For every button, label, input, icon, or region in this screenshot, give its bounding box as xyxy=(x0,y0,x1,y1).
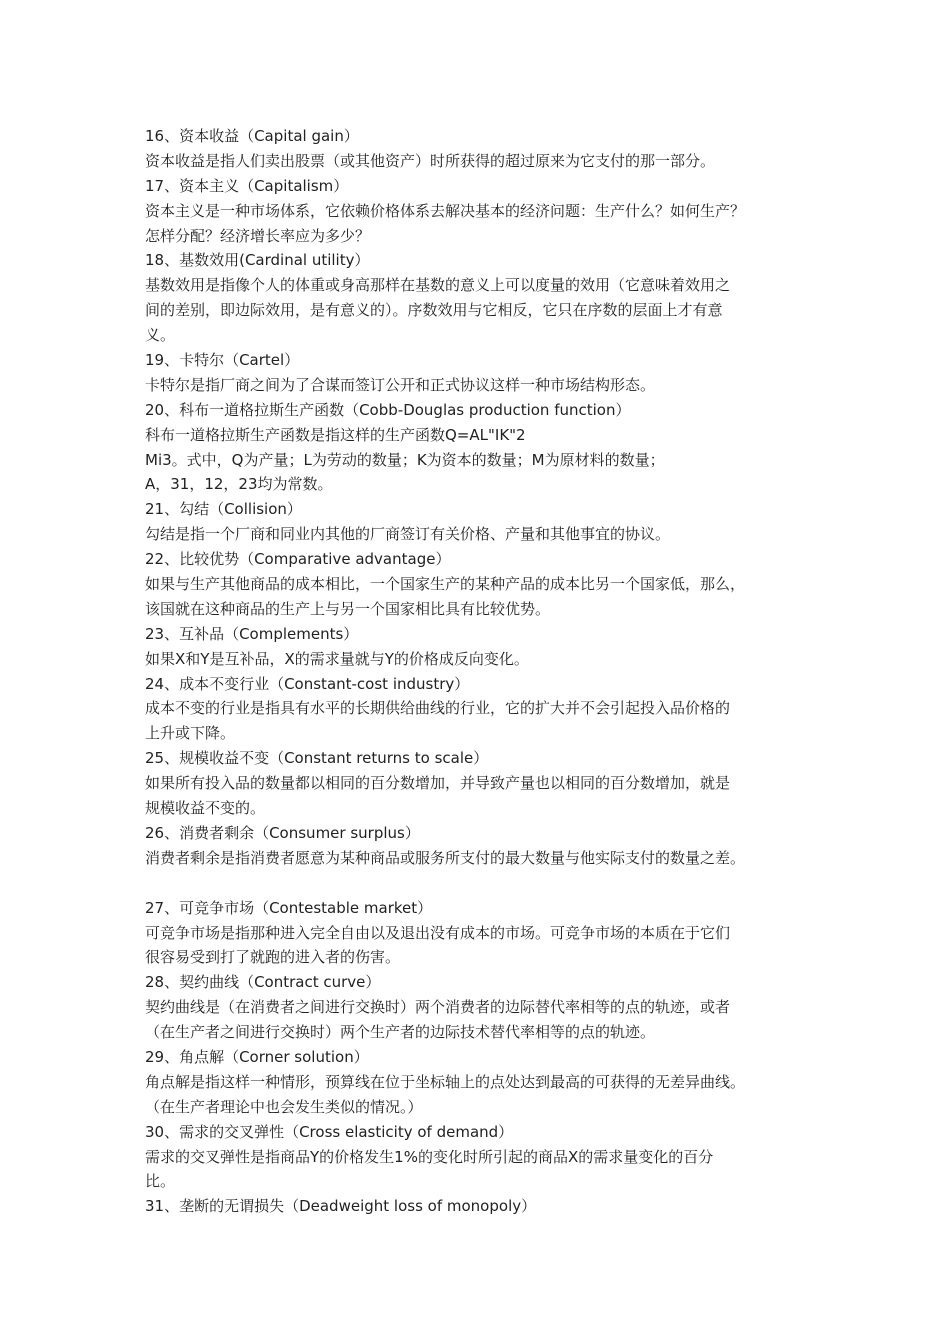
text-line: 18、基数效用(Cardinal utility） xyxy=(145,251,370,270)
text-line: 29、角点解（Corner solution） xyxy=(145,1047,369,1066)
text-line: 义。 xyxy=(145,326,176,345)
text-line: 怎样分配？经济增长率应为多少？ xyxy=(145,226,371,245)
text-line: 23、互补品（Complements） xyxy=(145,624,359,643)
text-line: 30、需求的交叉弹性（Cross elasticity of demand） xyxy=(145,1122,514,1141)
text-line: （在生产者之间进行交换时）两个生产者的边际技术替代率相等的点的轨迹。 xyxy=(145,1023,656,1042)
text-line: 该国就在这种商品的生产上与另一个国家相比具有比较优势。 xyxy=(145,599,551,618)
text-line: 17、资本主义（Capitalism） xyxy=(145,176,349,195)
text-line: 很容易受到打了就跑的进入者的伤害。 xyxy=(145,948,401,967)
document-body xyxy=(145,124,815,1219)
text-line: 科布一道格拉斯生产函数是指这样的生产函数Q=AL"IK"2 xyxy=(145,425,526,444)
text-line: 契约曲线是（在消费者之间进行交换时）两个消费者的边际替代率相等的点的轨迹，或者 xyxy=(145,998,731,1017)
text-line: 20、科布一道格拉斯生产函数（Cobb-Douglas production function） xyxy=(145,400,631,419)
text-line: 消费者剩余是指消费者愿意为某种商品或服务所支付的最大数量与他实际支付的数量之差。 xyxy=(145,848,746,867)
text-line: 28、契约曲线（Contract curve） xyxy=(145,973,381,992)
text-line: 角点解是指这样一种情形，预算线在位于坐标轴上的点处达到最高的可获得的无差异曲线。 xyxy=(145,1072,746,1091)
text-line: 如果所有投入品的数量都以相同的百分数增加，并导致产量也以相同的百分数增加，就是 xyxy=(145,774,731,793)
text-line: 21、勾结（Collision） xyxy=(145,500,302,519)
text-line: 需求的交叉弹性是指商品Y的价格发生1%的变化时所引起的商品X的需求量变化的百分 xyxy=(145,1147,714,1166)
text-line: 资本收益是指人们卖出股票（或其他资产）时所获得的超过原来为它支付的那一部分。 xyxy=(145,151,716,170)
text-line: 如果X和Y是互补品，X的需求量就与Y的价格成反向变化。 xyxy=(145,649,529,668)
text-line: 上升或下降。 xyxy=(145,724,236,743)
text-line: 25、规模收益不变（Constant returns to scale） xyxy=(145,749,489,768)
blank-line xyxy=(145,871,815,896)
text-line: 规模收益不变的。 xyxy=(145,799,266,818)
text-line: 可竞争市场是指那种进入完全自由以及退出没有成本的市场。可竞争市场的本质在于它们 xyxy=(145,923,731,942)
text-line: Mi3。式中，Q为产量；L为劳动的数量；K为资本的数量；M为原材料的数量； xyxy=(145,450,665,469)
text-line: 资本主义是一种市场体系，它依赖价格体系去解决基本的经济问题：生产什么？如何生产？ xyxy=(145,201,746,220)
text-line: A，31，12，23均为常数。 xyxy=(145,475,333,494)
text-line: 31、垄断的无谓损失（Deadweight loss of monopoly） xyxy=(145,1197,537,1216)
text-line: 卡特尔是指厂商之间为了合谋而签订公开和正式协议这样一种市场结构形态。 xyxy=(145,375,656,394)
text-line: （在生产者理论中也会发生类似的情况。） xyxy=(145,1097,423,1116)
text-line: 勾结是指一个厂商和同业内其他的厂商签订有关价格、产量和其他事宜的协议。 xyxy=(145,525,671,544)
text-line: 27、可竞争市场（Contestable market） xyxy=(145,898,433,917)
text-line: 间的差别，即边际效用，是有意义的）。序数效用与它相反，它只在序数的层面上才有意 xyxy=(145,301,723,320)
text-line: 基数效用是指像个人的体重或身高那样在基数的意义上可以度量的效用（它意味着效用之 xyxy=(145,276,731,295)
text-line: 成本不变的行业是指具有水平的长期供给曲线的行业，它的扩大并不会引起投入品价格的 xyxy=(145,699,731,718)
text-line: 19、卡特尔（Cartel） xyxy=(145,351,300,370)
text-line: 如果与生产其他商品的成本相比，一个国家生产的某种产品的成本比另一个国家低，那么， xyxy=(145,575,746,594)
text-line: 22、比较优势（Comparative advantage） xyxy=(145,550,451,569)
text-line: 16、资本收益（Capital gain） xyxy=(145,127,359,145)
text-line: 比。 xyxy=(145,1172,176,1191)
text-line: 24、成本不变行业（Constant-cost industry） xyxy=(145,674,470,693)
text-line: 26、消费者剩余（Consumer surplus） xyxy=(145,823,420,842)
